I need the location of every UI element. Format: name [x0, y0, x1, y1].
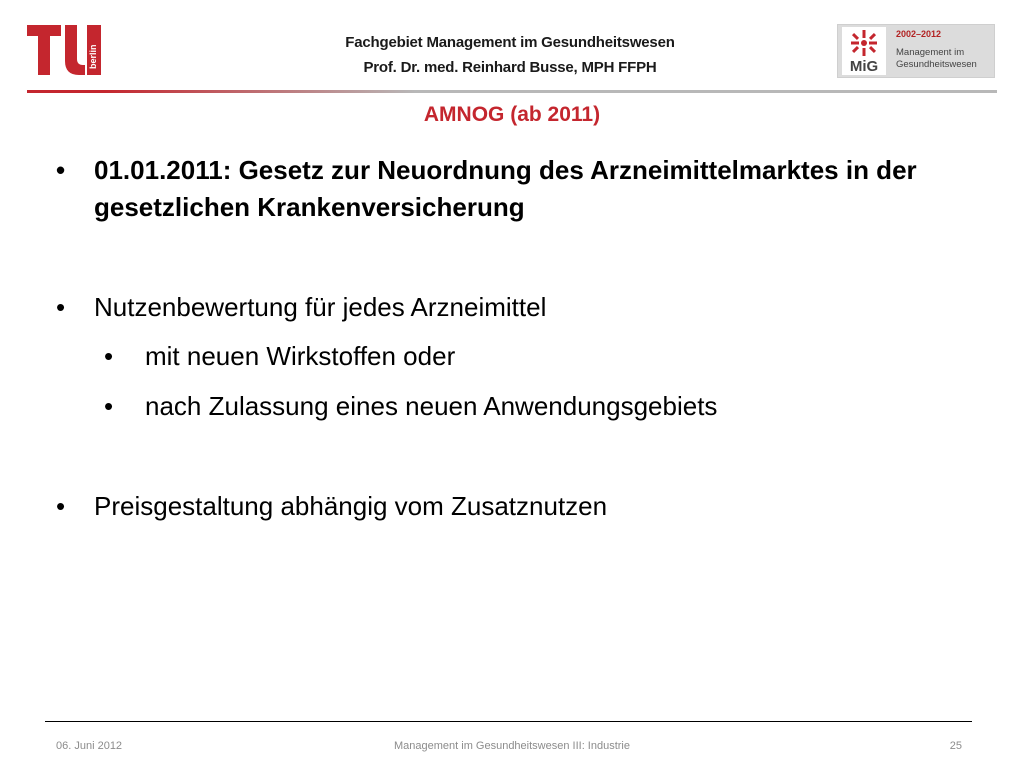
footer-divider	[45, 721, 972, 722]
mig-abbr: MiG	[849, 58, 879, 75]
bullet-marker: •	[104, 341, 114, 371]
bullet-marker: •	[56, 155, 66, 185]
logo-berlin-text: berlin	[88, 44, 98, 69]
bullet-item	[56, 152, 986, 226]
slide-content	[56, 152, 986, 525]
bullet-item	[56, 289, 986, 326]
bullet-text: Nutzenbewertung für jedes Arzneimittel	[94, 292, 547, 322]
bullet-text: Preisgestaltung abhängig vom Zusatznutzen	[94, 491, 608, 521]
mig-name: Management im Gesundheitswesen	[896, 47, 977, 70]
footer-title: Management im Gesundheitswesen III: Industrie	[393, 740, 630, 752]
page-number: 25	[949, 740, 962, 752]
bullet-marker: •	[56, 491, 66, 521]
sub-bullet-item	[56, 388, 986, 425]
tu-berlin-logo	[27, 25, 105, 77]
sub-bullet-text: mit neuen Wirkstoffen oder	[145, 341, 456, 371]
sub-bullet-item	[56, 338, 986, 375]
bullet-text: 01.01.2011: Gesetz zur Neuordnung des Arzneimittelmarktes in der gesetzlichen Krankenversicherung	[94, 155, 917, 222]
bullet-marker: •	[104, 391, 114, 421]
mig-flower-icon	[848, 29, 880, 57]
footer-date: 06. Juni 2012	[56, 740, 123, 752]
header-divider	[27, 90, 997, 93]
bullet-item	[56, 488, 986, 525]
header-line-2: Prof. Dr. med. Reinhard Busse, MPH FFPH	[363, 59, 657, 76]
mig-years: 2002–2012	[896, 29, 942, 39]
header-text	[250, 30, 770, 80]
mig-mark	[842, 27, 886, 75]
sub-bullet-text: nach Zulassung eines neuen Anwendungsgebiets	[145, 391, 718, 421]
mig-logo	[837, 24, 995, 78]
bullet-marker: •	[56, 292, 66, 322]
slide-title: AMNOG (ab 2011)	[423, 103, 601, 126]
header-line-1: Fachgebiet Management im Gesundheitswesen	[345, 34, 675, 51]
